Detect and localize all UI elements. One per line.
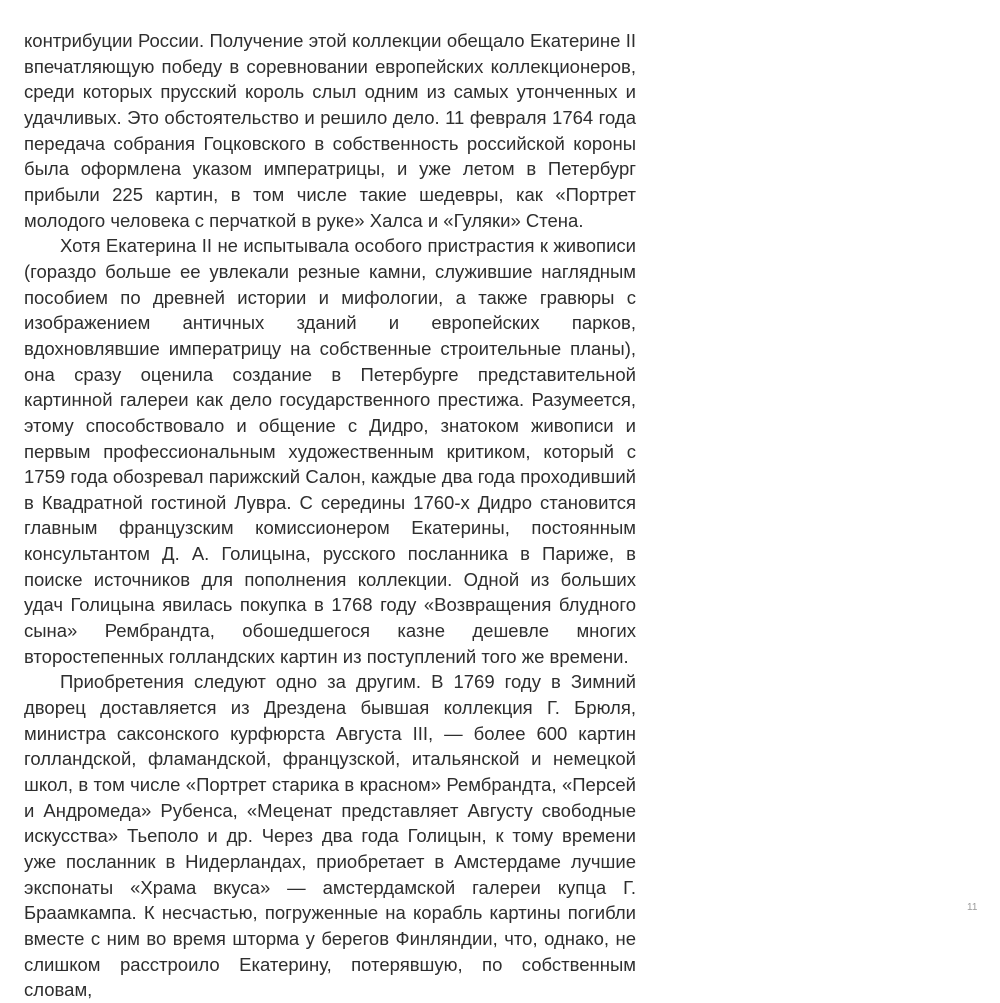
paragraph-1: контрибуции России. Получение этой коллекции обещало Екатерине II впечатляющую победу в соревновании европейских коллекционеров, среди которых прусский король слыл одним из самых утонченных и удачливых. Это обстоятельство и решило дело. 11 февраля 1764 года передача собрания Гоцковского в собственность российской короны была оформлена указом императрицы, и уже летом в Петербург прибыли 225 картин, в том числе такие шедевры, как «Портрет молодого человека с перчаткой в руке» Халса и «Гуляки» Стена. xyxy=(24,30,636,231)
page-number: 11 xyxy=(967,902,978,913)
paragraph-3: Приобретения следуют одно за другим. В 1769 году в Зимний дворец доставляется из Дрездена бывшая коллекция Г. Брюля, министра саксонского курфюрста Августа III, — более 600 картин голландской, фламандской, французской, итальянской и немецкой школ, в том числе «Портрет старика в красном» Рембрандта, «Персей и Андромеда» Рубенса, «Меценат представляет Августу свободные искусства» Тьеполо и др. Через два года Голицын, к тому времени уже посланник в Нидерландах, приобретает в Амстердаме лучшие экспонаты «Храма вкуса» — амстердамской галереи купца Г. Браамкампа. К несчастью, погруженные на корабль картины погибли вместе с ним во время шторма у берегов Финляндии, что, однако, не слишком расстроило Екатерину, потерявшую, по собственным словам, xyxy=(24,671,636,1001)
body-text xyxy=(24,28,636,1003)
paragraph-2: Хотя Екатерина II не испытывала особого пристрастия к живописи (гораздо больше ее увлекали резные камни, служившие наглядным пособием по древней истории и мифологии, а также гравюры с изображением античных зданий и европейских парков, вдохновлявшие императрицу на собственные строительные планы), она сразу оценила создание в Петербурге представительной картинной галереи как дело государственного престижа. Разумеется, этому способствовало и общение с Дидро, знатоком живописи и первым профессиональным художественным критиком, который с 1759 года обозревал парижский Салон, каждые два года проходивший в Квадратной гостиной Лувра. С середины 1760-х Дидро становится главным французским комиссионером Екатерины, постоянным консультантом Д. А. Голицына, русского посланника в Париже, в поиске источников для пополнения коллекции. Одной из больших удач Голицына явилась покупка в 1768 году «Возвращения блудного сына» Рембрандта, обошедшегося казне дешевле многих второстепенных голландских картин из поступлений того же времени. xyxy=(24,235,636,667)
